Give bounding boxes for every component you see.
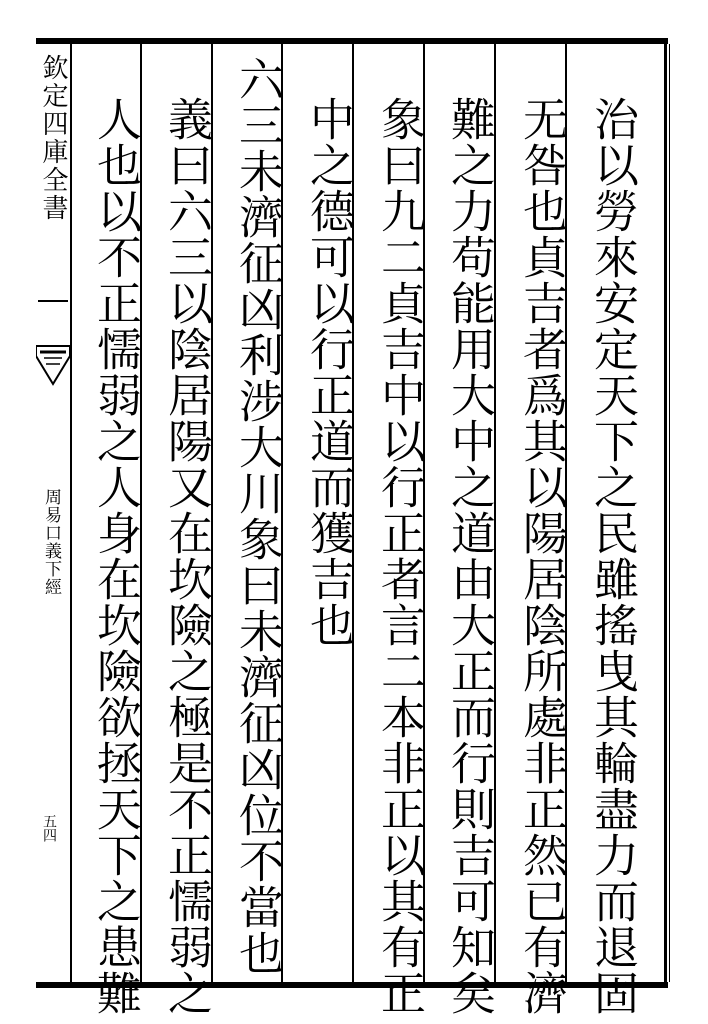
margin-strip: [36, 44, 70, 982]
text-column-4: 象曰九二貞吉中以行正者言二本非正以其有正: [373, 96, 426, 1016]
fish-tail-mark: [36, 344, 70, 394]
margin-rule-top: [38, 300, 68, 302]
margin-header-text: 欽定四庫全書: [38, 54, 68, 222]
page-outer-edge: [664, 44, 670, 982]
text-column-8: 人也以不正懦弱之人身在坎險欲拯天下之患難: [89, 96, 142, 1016]
page-number: 五四: [41, 814, 57, 842]
text-column-2: 无咎也貞吉者爲其以陽居陰所處非正然已有濟: [515, 96, 568, 1016]
text-column-6: 六三未濟征凶利涉大川象曰未濟征凶位不當也: [231, 56, 284, 976]
text-column-7: 義曰六三以陰居陽又在坎險之極是不正懦弱之: [160, 96, 213, 1016]
text-column-5: 中之德可以行正道而獲吉也: [302, 96, 355, 648]
text-column-3: 難之力苟能用大中之道由大正而行則吉可知矣: [443, 96, 496, 1016]
text-column-1: 治以勞來安定天下之民雖搖曳其輪盡力而退固: [586, 96, 639, 1016]
column-divider: [70, 44, 72, 982]
book-title: 周易口義下經: [41, 488, 61, 596]
